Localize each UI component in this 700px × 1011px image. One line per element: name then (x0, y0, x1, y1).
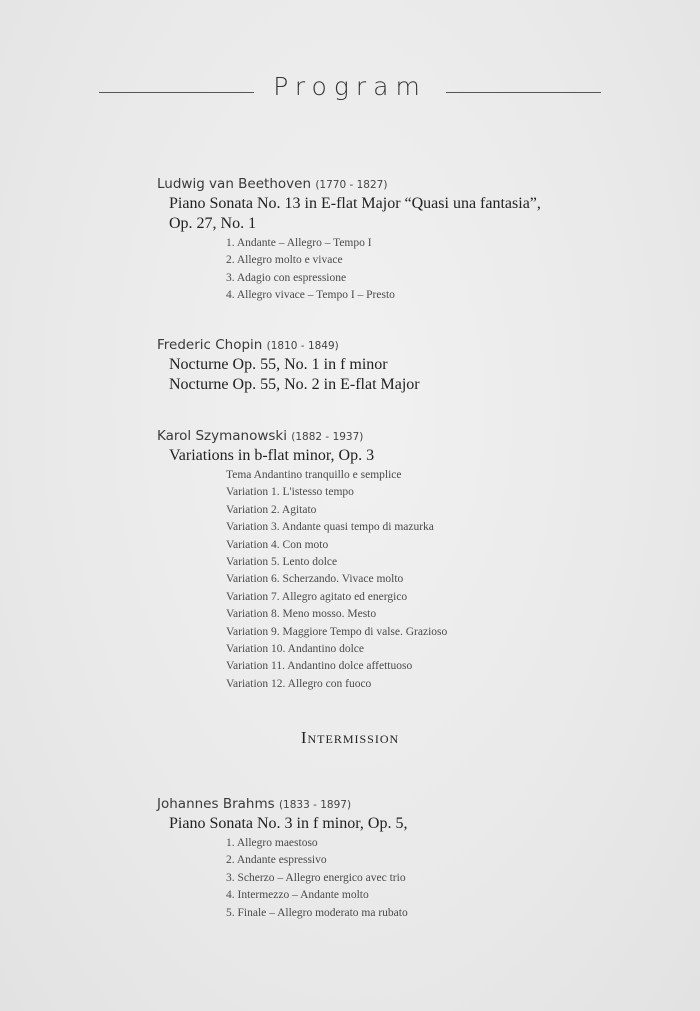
movement-item: 3. Adagio con espressione (226, 271, 347, 284)
movement-list (157, 235, 657, 305)
section-szymanowski (157, 427, 657, 693)
composer-name (157, 336, 657, 355)
work-title: Piano Sonata No. 13 in E-flat Major “Quasi una fantasia”, (169, 195, 541, 212)
movement-item: Variation 10. Andantino dolce (226, 643, 364, 656)
composer-name-text: Johannes Brahms (157, 796, 275, 812)
movement-list (157, 835, 657, 922)
composer-name (157, 795, 657, 814)
composer-dates: (1810 - 1849) (266, 340, 339, 352)
work-title: Variations in b-flat minor, Op. 3 (169, 447, 375, 464)
section-brahms (157, 795, 657, 922)
composer-name-text: Frederic Chopin (157, 337, 263, 353)
movement-item: 4. Intermezzo – Andante molto (226, 889, 369, 902)
intermission-heading: Intermission (300, 728, 400, 747)
movement-item: 2. Andante espressivo (226, 854, 327, 867)
composer-name (157, 175, 657, 194)
work-title: Nocturne Op. 55, No. 2 in E-flat Major (169, 376, 420, 393)
movement-item: Variation 6. Scherzando. Vivace molto (226, 573, 404, 586)
movement-list (157, 467, 657, 693)
movement-item: Variation 1. L'istesso tempo (226, 486, 354, 499)
section-chopin (157, 336, 657, 395)
page-title: Program (273, 72, 427, 101)
composer-name-text: Karol Szymanowski (157, 428, 287, 444)
section-beethoven (157, 175, 657, 305)
composer-dates: (1770 - 1827) (315, 179, 388, 191)
movement-item: Variation 4. Con moto (226, 538, 329, 551)
movement-item: 2. Allegro molto e vivace (226, 254, 343, 267)
header-rule-right (446, 92, 601, 93)
movement-item: Variation 9. Maggiore Tempo di valse. Grazioso (226, 625, 448, 638)
work-title: Piano Sonata No. 3 in f minor, Op. 5, (169, 815, 408, 832)
movement-item: Variation 7. Allegro agitato ed energico (226, 590, 408, 603)
program-header (0, 72, 700, 112)
movement-item: Variation 5. Lento dolce (226, 556, 338, 569)
composer-dates: (1833 - 1897) (278, 799, 352, 811)
movement-item: 4. Allegro vivace – Tempo I – Presto (226, 289, 395, 302)
movement-item: 3. Scherzo – Allegro energico avec trio (226, 871, 406, 884)
work-title: Nocturne Op. 55, No. 1 in f minor (169, 356, 388, 373)
composer-name-text: Ludwig van Beethoven (157, 176, 312, 192)
movement-item: Tema Andantino tranquillo e semplice (226, 469, 402, 481)
composer-dates: (1882 - 1937) (291, 431, 364, 443)
movement-item: Variation 8. Meno mosso. Mesto (226, 608, 377, 621)
movement-item: 1. Allegro maestoso (226, 837, 318, 849)
composer-name (157, 427, 657, 446)
movement-item: Variation 12. Allegro con fuoco (226, 677, 372, 690)
movement-item: 1. Andante – Allegro – Tempo I (226, 237, 372, 249)
work-title: Op. 27, No. 1 (169, 215, 257, 232)
movement-item: 5. Finale – Allegro moderato ma rubato (226, 906, 408, 919)
movement-item: Variation 11. Andantino dolce affettuoso (226, 660, 413, 673)
movement-item: Variation 3. Andante quasi tempo di mazurka (226, 521, 434, 534)
movement-item: Variation 2. Agitato (226, 503, 317, 516)
